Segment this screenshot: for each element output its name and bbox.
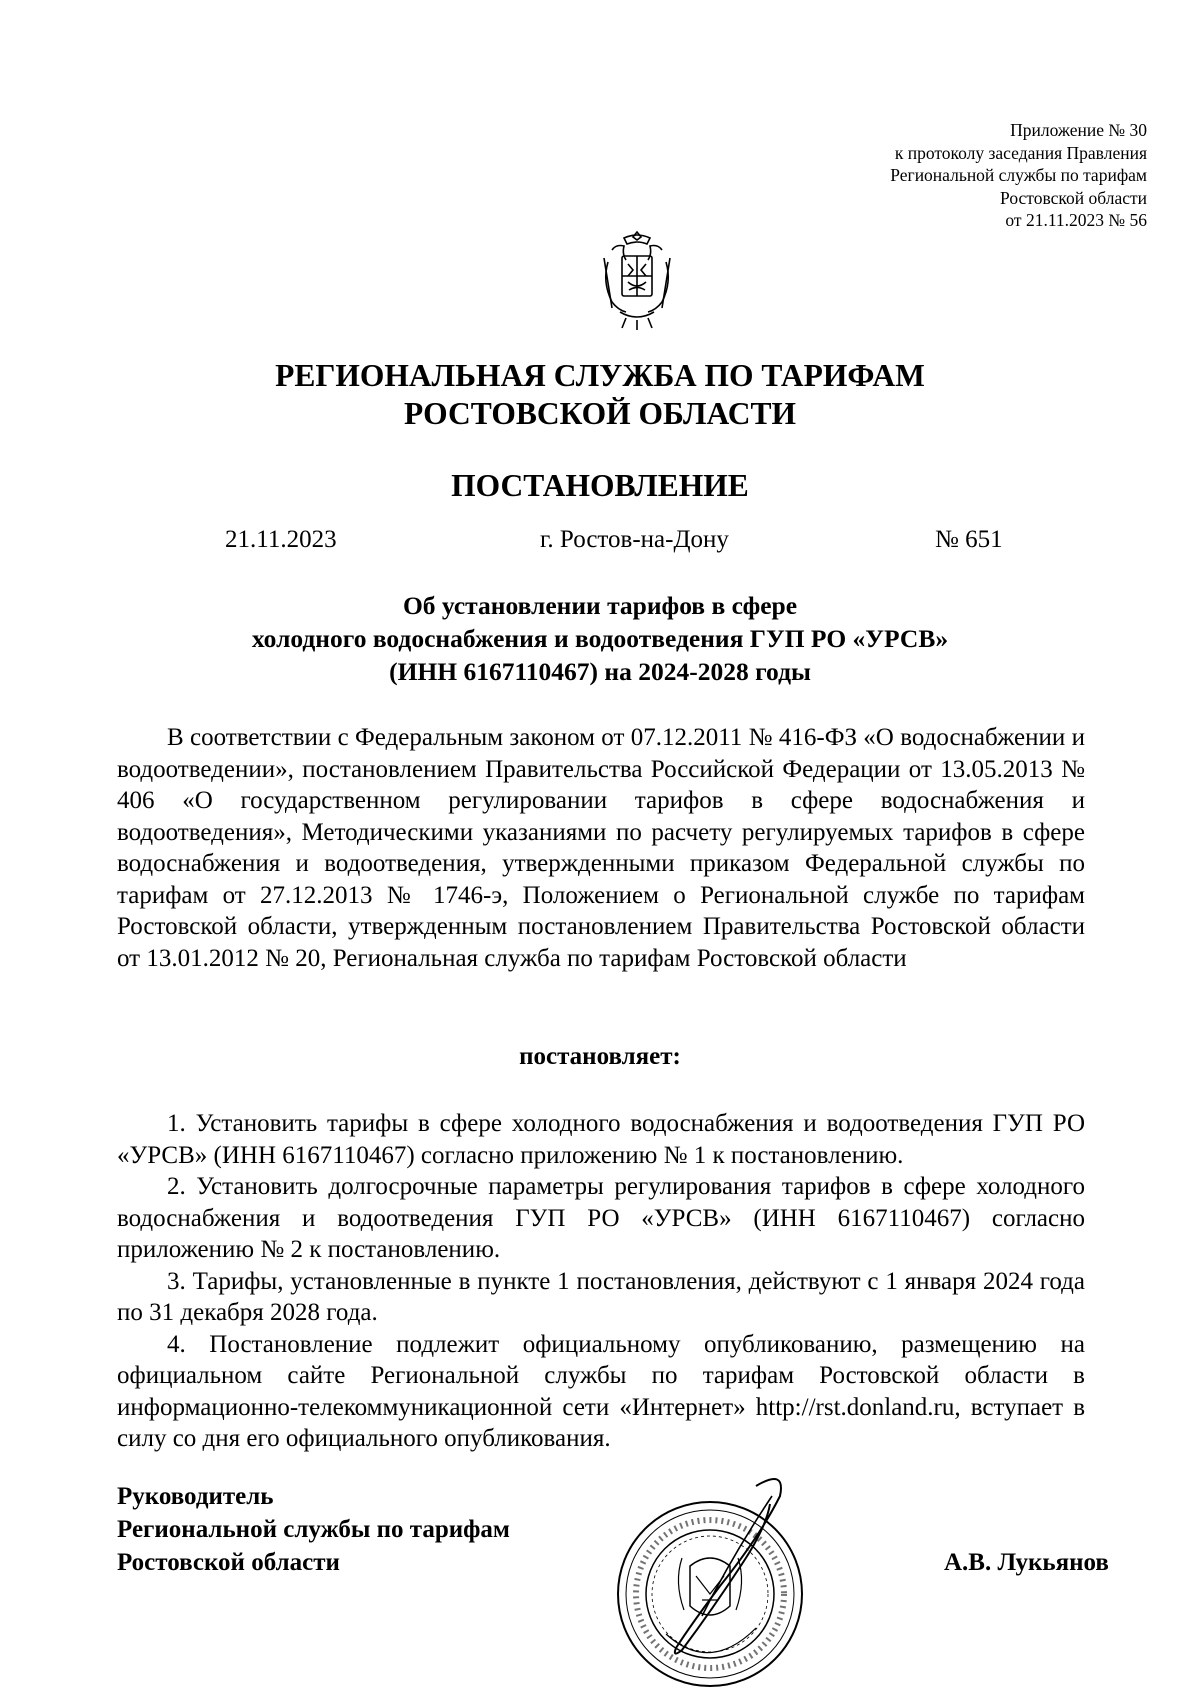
document-type: ПОСТАНОВЛЕНИЕ (451, 468, 749, 503)
decree-item: 3. Тарифы, установленные в пункте 1 постановления, действуют с 1 января 2024 года по 31 декабря 2028 года. (117, 1267, 1085, 1326)
document-meta (0, 523, 1200, 557)
position-line: Руководитель (117, 1483, 274, 1510)
preamble (117, 722, 1085, 974)
org-title-line: РЕГИОНАЛЬНАЯ СЛУЖБА ПО ТАРИФАМ (275, 358, 925, 393)
position-line: Ростовской области (117, 1549, 340, 1576)
decree-word: постановляет: (519, 1043, 681, 1070)
document-date: 21.11.2023 (225, 526, 337, 553)
org-title-line: РОСТОВСКОЙ ОБЛАСТИ (404, 396, 796, 431)
decree-item: 2. Установить долгосрочные параметры регулирования тарифов в сфере холодного водоснабжения и водоотведения ГУП РО «УРСВ» (ИНН 6167110467) согласно приложению № 2 к постановлению. (117, 1173, 1085, 1263)
appendix-line: от 21.11.2023 № 56 (1005, 210, 1147, 230)
subject-line: (ИНН 6167110467) на 2024-2028 годы (389, 657, 811, 686)
appendix-line: Приложение № 30 (1010, 120, 1147, 140)
official-seal-icon (606, 1466, 834, 1694)
subject-line: Об установлении тарифов в сфере (402, 591, 798, 620)
position-line: Региональной службы по тарифам (117, 1516, 510, 1543)
document-subject (0, 589, 1200, 688)
appendix-line: к протоколу заседания Правления (894, 142, 1147, 163)
document-city: г. Ростов-на-Дону (540, 526, 729, 553)
signatory-position (117, 1480, 510, 1579)
preamble-paragraph: В соответствии с Федеральным законом от 07.12.2011 № 416-ФЗ «О водоснабжении и водоотведении», постановлением Правительства Российской Федерации от 13.05.2013 № 406 «О государственном регулировании тарифов в сфере водоснабжения и водоотведения», Методическими указаниями по расчету регулируемых тарифов в сфере водоснабжения и водоотведения, утвержденными приказом Федеральной службы по тарифам от 27.12.2013 № 1746-э, Положением о Региональной службе по тарифам Ростовской области, утвержденным постановлением Правительства Ростовской области от 13.01.2012 № 20, Региональная служба по тарифам Ростовской области (117, 724, 1085, 972)
decree-item: 1. Установить тарифы в сфере холодного водоснабжения и водоотведения ГУП РО «УРСВ» (ИНН 6167110467) согласно приложению № 1 к постановлению. (117, 1110, 1085, 1169)
appendix-line: Региональной службы по тарифам (890, 165, 1147, 185)
appendix-note (727, 119, 1147, 232)
decree-item: 4. Постановление подлежит официальному опубликованию, размещению на официальном сайте Региональной службы по тарифам Ростовской области в информационно-телекоммуникационной сети «Интернет» http://rst.donland.ru, вступает в силу со дня его официального опубликования. (117, 1330, 1085, 1452)
document-number: № 651 (935, 526, 1003, 553)
coat-of-arms-icon (598, 228, 676, 332)
subject-line: холодного водоснабжения и водоотведения ГУП РО «УРСВ» (251, 624, 949, 653)
decree-items (117, 1108, 1085, 1455)
appendix-line: Ростовской области (1000, 187, 1147, 208)
signatory-name: А.В. Лукьянов (944, 1549, 1109, 1576)
organization-title (0, 357, 1200, 433)
